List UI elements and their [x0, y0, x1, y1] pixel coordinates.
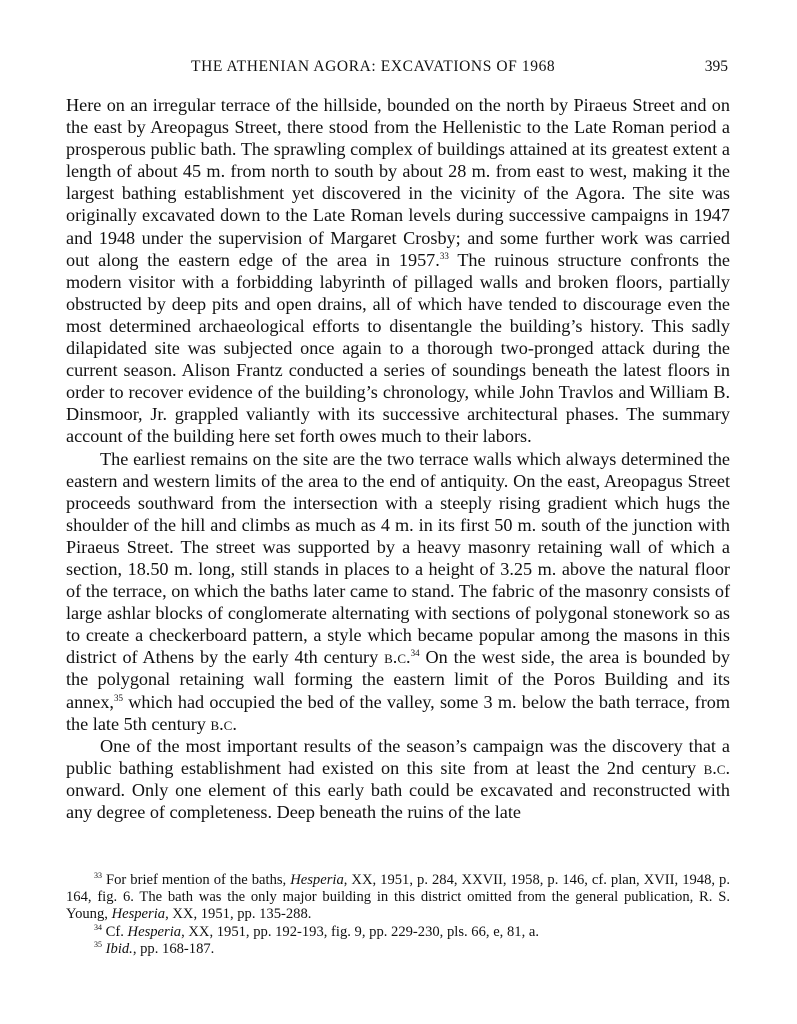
footnote-34: [66, 924, 730, 941]
paragraph-1-text-a: Here on an irregular terrace of the hillside, bounded on the north by Piraeus Street and on the east by Areopagus Street, there stood from the Hellenistic to the Late Roman period a prosperous public bath. The sprawling complex of buildings attained at its greatest extent a length of about 45 m. from north to south by about 28 m. from east to west, making it the largest bathing establishment yet discovered in the vicinity of the Agora. The site was originally excavated down to the Late Roman levels during successive campaigns in 1947 and 1948 under the supervision of Margaret Crosby; and some further work was carried out along the eastern edge of the area in 1957.: [66, 95, 730, 270]
bc-abbrev: b.c.: [210, 713, 237, 734]
footnote-ref-33: 33: [439, 250, 449, 261]
footnote-text: , XX, 1951, p. 284, XXVII, 1958, p. 146, cf. plan, XVII, 1948, p. 164, fig. 6. The bath was the only major building in this district omitted from the general publication, R. S. Young,: [66, 872, 730, 923]
footnote-text: For brief mention of the baths,: [102, 872, 291, 888]
paragraph-2: [66, 448, 730, 735]
footnote-text: Cf.: [102, 923, 128, 940]
main-text: [66, 94, 730, 823]
journal-title: Hesperia: [111, 906, 166, 923]
paragraph-2-text-b: On the west side, the area is bounded by the polygonal retaining wall forming the eastern limit of the Poros Building and its annex,: [66, 647, 731, 712]
footnote-ref-34: 34: [410, 648, 420, 659]
footnote-text: , pp. 168-187.: [132, 940, 215, 957]
journal-title: Hesperia: [127, 923, 182, 940]
paragraph-1: [66, 94, 730, 448]
paragraph-3-text-b: onward. Only one element of this early bath could be excavated and reconstructed with any degree of completeness. Deep beneath the ruins of the late: [66, 779, 730, 822]
footnote-text: , XX, 1951, pp. 135-288.: [165, 906, 312, 923]
footnote-ref-35: 35: [113, 692, 123, 703]
ibid-abbrev: Ibid.: [105, 940, 133, 957]
running-header: [66, 58, 730, 82]
footnote-number: 34: [94, 922, 102, 932]
paragraph-2-text-c: which had occupied the bed of the valley, some 3 m. below the bath terrace, from the late 5th century: [66, 691, 730, 734]
running-title: THE ATHENIAN AGORA: EXCAVATIONS OF 1968: [191, 58, 556, 75]
paragraph-2-text-a: The earliest remains on the site are the two terrace walls which always determined the eastern and western limits of the area to the end of antiquity. On the east, Areopagus Street proceeds southward from the intersection with a steeply rising gradient which hugs the shoulder of the hill and climbs as much as 4 m. in its first 50 m. south of the junction with Piraeus Street. The street was supported by a heavy masonry retaining wall of which a section, 18.50 m. long, still stands in places to a height of 3.25 m. above the natural floor of the terrace, on which the baths later came to stand. The fabric of the masonry consists of large ashlar blocks of conglomerate alternating with sections of polygonal stonework so as to create a checkerboard pattern, a style which became popular among the masons in this district of Athens by the early 4th century: [66, 448, 730, 668]
paragraph-1-text-b: The ruinous structure confronts the modern visitor with a forbidding labyrinth of pillaged walls and broken floors, partially obstructed by deep pits and open drains, all of which have tended to discourage even the most determined archaeological efforts to disentangle the building’s history. This sadly dilapidated site was subjected once again to a thorough two-pronged attack during the current season. Alison Frantz conducted a series of soundings beneath the latest floors in order to recover evidence of the building’s chronology, while John Travlos and William B. Dinsmoor, Jr. grappled valiantly with its successive architectural phases. The summary account of the building here set forth owes much to their labors.: [66, 249, 730, 447]
bc-abbrev: b.c.: [384, 647, 411, 668]
journal-title: Hesperia: [290, 872, 344, 888]
footnote-35: [66, 941, 730, 958]
paragraph-3: [66, 735, 730, 823]
footnote-text: , XX, 1951, pp. 192-193, fig. 9, pp. 229-230, pls. 66, e, 81, a.: [181, 923, 539, 940]
page-number: 395: [704, 58, 728, 75]
footnote-33: [66, 872, 730, 924]
bc-abbrev: b.c.: [703, 757, 730, 778]
paragraph-3-text-a: One of the most important results of the season’s campaign was the discovery that a public bathing establishment had existed on this site from at least the 2nd century: [66, 735, 730, 778]
footnote-number: 33: [94, 871, 102, 881]
footnote-number: 35: [94, 939, 102, 949]
footnotes: [66, 872, 730, 958]
